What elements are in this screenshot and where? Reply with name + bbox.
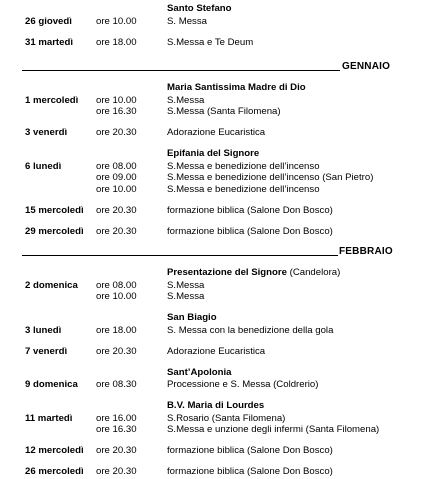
- event-description: formazione biblica (Salone Don Bosco): [167, 445, 333, 456]
- event-time: ore 08.00: [96, 279, 137, 291]
- event-day: 15 mercoledì: [25, 204, 84, 216]
- event-day: 12 mercoledì: [25, 445, 84, 456]
- event-time: ore 10.00: [96, 183, 137, 195]
- feast-note: (Candelora): [286, 267, 341, 278]
- event-description: S.Messa (Santa Filomena): [167, 106, 281, 117]
- event-description: S.Messa e unzione degli infermi (Santa Filomena): [167, 424, 380, 435]
- event-time: ore 10.00: [96, 94, 137, 106]
- feast-title: Sant’Apolonia: [167, 366, 232, 378]
- event-day: 6 lunedì: [25, 160, 62, 172]
- event-time: ore 09.00: [96, 172, 137, 183]
- event-day: 26 giovedì: [25, 15, 72, 27]
- event-time: ore 16.30: [96, 424, 137, 435]
- event-description: Adorazione Eucaristica: [167, 127, 266, 138]
- feast-title: Maria Santissima Madre di Dio: [167, 82, 306, 93]
- event-description: S.Rosario (Santa Filomena): [167, 412, 286, 424]
- event-time: ore 20.30: [96, 127, 137, 138]
- month-separator-line: [22, 255, 338, 256]
- event-time: ore 20.30: [96, 445, 137, 456]
- event-description: formazione biblica (Salone Don Bosco): [167, 225, 333, 237]
- event-time: ore 20.30: [96, 204, 137, 216]
- event-description: Processione e S. Messa (Coldrerio): [167, 379, 319, 390]
- event-time: ore 10.00: [96, 15, 137, 27]
- event-day: 31 martedì: [25, 36, 73, 48]
- event-description: S. Messa con la benedizione della gola: [167, 324, 334, 336]
- event-description: Adorazione Eucaristica: [167, 345, 266, 357]
- event-description: S.Messa e benedizione dell’incenso (San Pietro): [167, 172, 374, 183]
- month-heading: GENNAIO: [342, 61, 391, 72]
- event-day: 1 mercoledì: [25, 94, 79, 106]
- month-heading: FEBBRAIO: [339, 246, 393, 257]
- event-time: ore 16.30: [96, 106, 137, 117]
- event-day: 9 domenica: [25, 379, 78, 390]
- feast-title: Epifania del Signore: [167, 148, 260, 159]
- feast-title: Santo Stefano: [167, 3, 232, 14]
- event-description: S.Messa: [167, 94, 205, 106]
- event-description: S.Messa e benedizione dell’incenso: [167, 183, 320, 195]
- feast-title: B.V. Maria di Lourdes: [167, 400, 265, 411]
- event-time: ore 20.30: [96, 345, 137, 357]
- event-time: ore 18.00: [96, 36, 137, 48]
- event-time: ore 16.00: [96, 412, 137, 424]
- event-time: ore 20.30: [96, 466, 137, 477]
- event-description: S.Messa: [167, 279, 205, 291]
- event-description: formazione biblica (Salone Don Bosco): [167, 204, 333, 216]
- feast-title: San Biagio: [167, 312, 217, 323]
- event-day: 3 lunedì: [25, 324, 62, 336]
- feast-title: Presentazione del Signore (Candelora): [167, 267, 341, 278]
- event-description: S. Messa: [167, 15, 207, 27]
- event-time: ore 08.30: [96, 379, 137, 390]
- event-time: ore 10.00: [96, 291, 137, 302]
- event-description: S.Messa e benedizione dell’incenso: [167, 160, 320, 172]
- event-day: 29 mercoledì: [25, 225, 84, 237]
- event-time: ore 18.00: [96, 324, 137, 336]
- event-time: ore 20.30: [96, 225, 137, 237]
- event-description: S.Messa: [167, 291, 205, 302]
- month-separator-line: [22, 70, 340, 71]
- event-day: 11 martedì: [25, 412, 73, 424]
- event-description: S.Messa e Te Deum: [167, 36, 254, 48]
- event-day: 3 venerdì: [25, 127, 68, 138]
- event-day: 26 mercoledì: [25, 466, 84, 477]
- event-day: 2 domenica: [25, 279, 78, 291]
- event-day: 7 venerdì: [25, 345, 68, 357]
- event-description: formazione biblica (Salone Don Bosco): [167, 466, 333, 477]
- event-time: ore 08.00: [96, 160, 137, 172]
